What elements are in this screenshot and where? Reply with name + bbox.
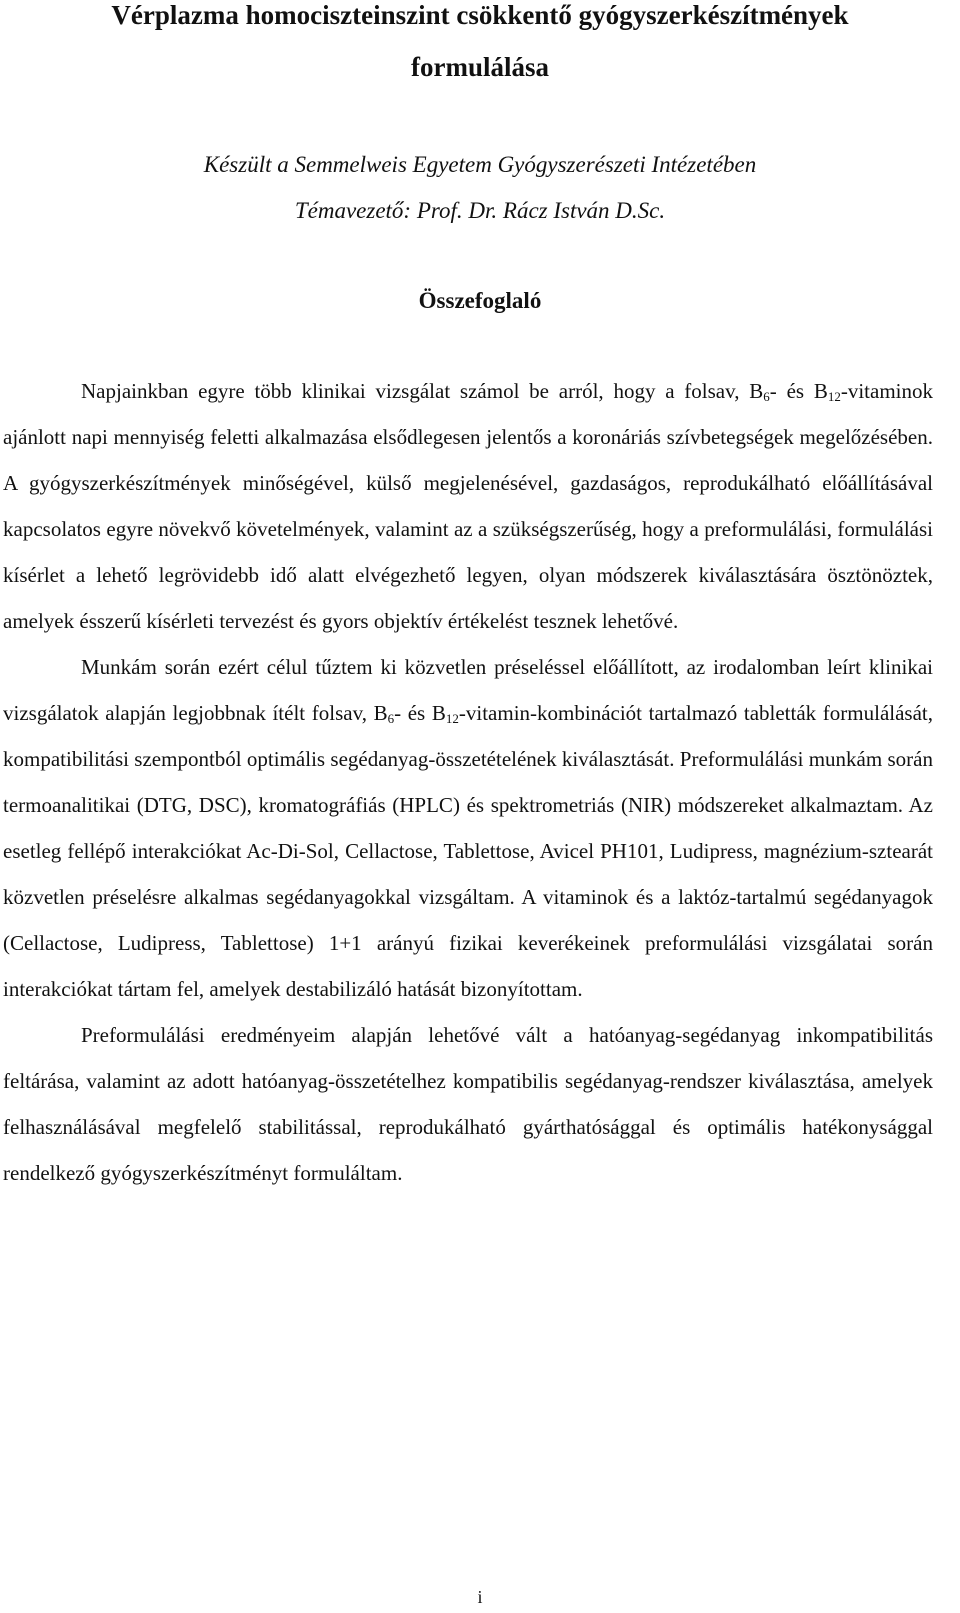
p2-text-a: Munkám során ezért célul tűztem ki közvetlen préseléssel előállított, az irodalomban leírt klinikai vizsgálatok alapján legjobbnak ítélt folsav, B bbox=[3, 655, 933, 725]
p1-text-c: -vitaminok ajánlott napi mennyiség feletti alkalmazása elsődlegesen jelentős a koronáriás szívbetegségek megelőzésében. A gyógyszerkészítmények minőségével, külső megjelenésével, gazdaságos, reprodukálható előállításával kapcsolatos egyre növekvő követelmények, valamint az a szükségszerűség, hogy a preformulálási, formulálási kísérlet a lehető legrövidebb idő alatt elvégezhető legyen, olyan módszerek kiválasztására ösztönöztek, amelyek ésszerű kísérleti tervezést és gyors objektív értékelést tesznek lehetővé. bbox=[3, 379, 933, 633]
abstract-paragraph-2 bbox=[3, 644, 933, 1012]
abstract-paragraph-3: Preformulálási eredményeim alapján lehetővé vált a hatóanyag-segédanyag inkompatibilitás feltárása, valamint az adott hatóanyag-összetételhez kompatibilis segédanyag-rendszer kiválasztása, amelyek felhasználásával megfelelő stabilitással, reprodukálható gyárthatósággal és optimális hatékonysággal rendelkező gyógyszerkészítményt formuláltam. bbox=[3, 1023, 933, 1185]
p2-subscript-1: 6 bbox=[387, 711, 395, 726]
abstract-body bbox=[3, 368, 933, 1196]
p1-subscript-1: 6 bbox=[763, 389, 770, 404]
p2-text-c: -vitamin-kombinációt tartalmazó tabletták formulálását, kompatibilitási szempontból optimális segédanyag-összetételének kiválasztását. Preformulálási munkám során termoanalitikai (DTG, DSC), kromatográfiás (HPLC) és spektrometriás (NIR) módszereket alkalmaztam. Az esetleg fellépő interakciókat Ac-Di-Sol, Cellactose, Tablettose, Avicel PH101, Ludipress, magnézium-sztearát közvetlen préselésre alkalmas segédanyagokkal vizsgáltam. A vitaminok és a laktóz-tartalmú segédanyagok (Cellactose, Ludipress, Tablettose) 1+1 arányú fizikai keverékeinek preformulálási vizsgálatai során interakciókat tártam fel, amelyek destabilizáló hatását bizonyítottam. bbox=[3, 701, 934, 1001]
title-line-2: formulálása bbox=[411, 52, 549, 82]
p1-text-b: - és B bbox=[769, 379, 828, 403]
institution-line: Készült a Semmelweis Egyetem Gyógyszerészeti Intézetében bbox=[203, 152, 757, 177]
page-number: i bbox=[477, 1587, 483, 1607]
document-title bbox=[0, 0, 960, 93]
p1-text-a: Napjainkban egyre több klinikai vizsgálat számol be arról, hogy a folsav, B bbox=[81, 379, 764, 403]
p2-subscript-2: 12 bbox=[445, 711, 459, 726]
p1-subscript-2: 12 bbox=[827, 389, 841, 404]
title-line-1: Vérplazma homociszteinszint csökkentő gyógyszerkészítmények bbox=[111, 0, 849, 30]
abstract-paragraph-1 bbox=[3, 368, 933, 644]
p2-text-b: - és B bbox=[394, 701, 446, 725]
abstract-heading: Összefoglaló bbox=[418, 288, 542, 313]
supervisor-line: Témavezető: Prof. Dr. Rácz István D.Sc. bbox=[294, 198, 666, 223]
